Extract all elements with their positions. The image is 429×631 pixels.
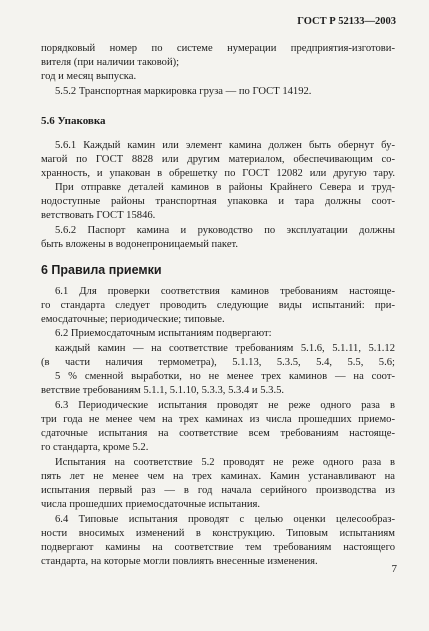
text-line: вителя (при наличии таковой); [41, 57, 180, 68]
text-line: 5.6.1 Каждый камин или элемент камина должен быть обернут бу- [55, 140, 395, 151]
text-line: 6.1 Для проверки соответствия каминов требованиям настояще- [55, 286, 395, 297]
text-line: порядковый номер по системе нумерации предприятия-изготови- [41, 43, 395, 54]
text-line: 5.5.2 Транспортная маркировка груза — по ГОСТ 14192. [55, 86, 312, 97]
text-line: 5.6.2 Паспорт камина и руководство по эксплуатации должны [55, 225, 395, 236]
text-line: 5 % сменной выработки, но не менее трех каминов — на соот- [55, 371, 395, 382]
text-line: подвергают камины на соответствие тем требованиям настоящего [41, 542, 395, 553]
text-line: 6.2 Приемосдаточным испытаниям подвергают: [55, 328, 272, 339]
text-line: пять лет не менее чем на трех каминах. Камин устанавливают на [41, 471, 395, 482]
text-line: магой по ГОСТ 8828 или другим материалом, обеспечивающим со- [41, 154, 395, 165]
text-line: хранность, и упакован в обрешетку по ГОСТ 12082 или другую тару. [41, 168, 395, 179]
page-number: 7 [391, 563, 397, 575]
text-line: ности вносимых изменений в конструкцию. Типовым испытаниям [41, 528, 395, 539]
text-line: го стандарта, кроме 5.2. [41, 442, 149, 453]
page-header: ГОСТ Р 52133—2003 [297, 16, 396, 27]
section-heading: 5.6 Упаковка [41, 115, 106, 127]
text-line: сдаточные испытания на соответствие всем требованиям настояще- [41, 428, 395, 439]
text-line: ветствовать ГОСТ 15846. [41, 210, 156, 221]
text-line: Испытания на соответствие 5.2 проводят не реже одного раза в [55, 457, 395, 468]
text-line: При отправке деталей каминов в районы Крайнего Севера и труд- [55, 182, 395, 193]
text-line: нодоступные районы транспортная упаковка и тара должны соот- [41, 196, 395, 207]
text-line: испытания первый раз — в год начала серийного производства из [41, 485, 395, 496]
text-line: три года не менее чем на трех каминах из числа прошедших приемо- [41, 414, 395, 425]
text-line: ветствие требованиям 5.1.1, 5.1.10, 5.3.3, 5.3.4 и 5.3.5. [41, 385, 285, 396]
text-line: 6.3 Периодические испытания проводят не реже одного раза в [55, 400, 395, 411]
text-line: (в части наличия термометра), 5.1.13, 5.3.5, 5.4, 5.5, 5.6; [41, 357, 395, 368]
text-line: каждый камин — на соответствие требованиям 5.1.6, 5.1.11, 5.1.12 [55, 343, 395, 354]
text-line: 6.4 Типовые испытания проводят с целью оценки целесообраз- [55, 514, 395, 525]
text-line: стандарта, на которые могли повлиять внесенные изменения. [41, 556, 318, 567]
text-line: го стандарта следует проводить следующие виды испытаний: при- [41, 300, 395, 311]
section-heading: 6 Правила приемки [41, 263, 162, 277]
text-line: быть вложены в водонепроницаемый пакет. [41, 239, 238, 250]
text-line: числа прошедших приемосдаточные испытания. [41, 499, 261, 510]
text-line: емосдаточные; периодические; типовые. [41, 314, 225, 325]
text-line: год и месяц выпуска. [41, 71, 137, 82]
